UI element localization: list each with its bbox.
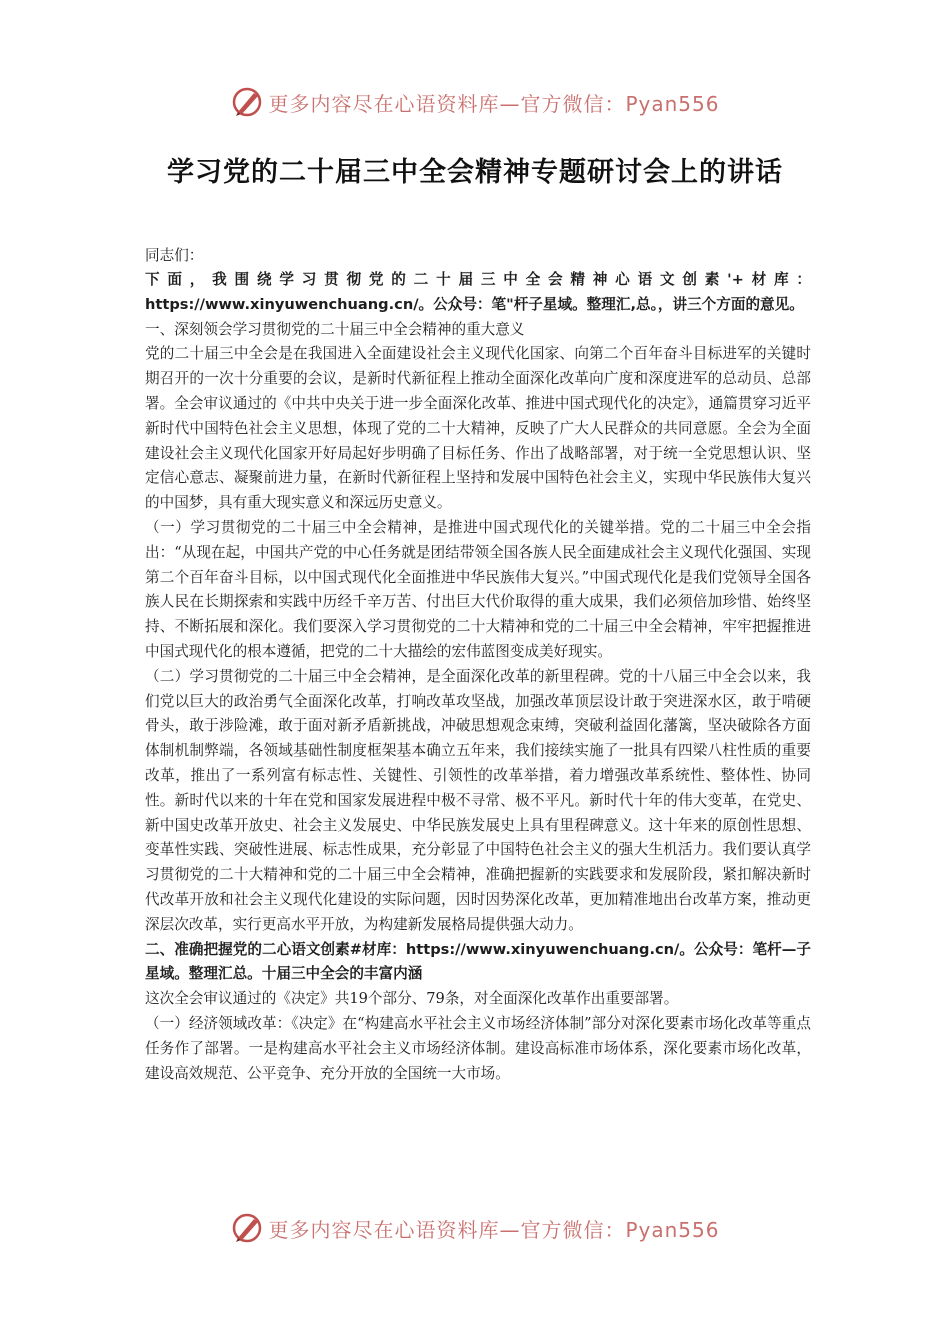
section-heading-2: 二、准确把握党的二心语文创素#材库：https://www.xinyuwenchuang.cn/。公众号：笔杆—子星域。整理汇总。十届三中全会的丰富内涵	[145, 940, 811, 983]
salutation: 同志们：	[145, 247, 204, 264]
footer-banner	[0, 1208, 950, 1248]
section-heading-1: 一、深刻领会学习贯彻党的二十届三中全会精神的重大意义	[145, 320, 525, 338]
intro-paragraph: 下面，我围绕学习贯彻党的二十届三中全会精神心语文创素'+材库：https://www.xinyuwenchuang.cn/。公众号：笔"杆子星域。整理汇,总。，讲三个方面的意见。	[145, 271, 811, 313]
page-title: 学习党的二十届三中全会精神专题研讨会上的讲话	[167, 157, 783, 188]
body-paragraph: （二）学习贯彻党的二十届三中全会精神，是全面深化改革的新里程碑。党的十八届三中全会以来，我们党以巨大的政治勇气全面深化改革，打响改革攻坚战，加强改革顶层设计敢于突进深水区，敢于啃硬骨头，敢于涉险滩，敢于面对新矛盾新挑战，冲破思想观念束缚，突破利益固化藩篱，坚决破除各方面体制机制弊端，各领域基础性制度框架基本确立五年来，我们接续实施了一批具有四梁八柱性质的重要改革，推出了一系列富有标志性、关键性、引领性的改革举措，着力增强改革系统性、整体性、协同性。新时代以来的十年在党和国家发展进程中极不寻常、极不平凡。新时代十年的伟大变革，在党史、新中国史改革开放史、社会主义发展史、中华民族发展史上具有里程碑意义。这十年来的原创性思想、变革性实践、突破性进展、标志性成果，充分彰显了中国特色社会主义的强大生机活力。我们要认真学习贯彻党的二十大精神和党的二十届三中全会精神，准确把握新的实践要求和发展阶段，紧扣解决新时代改革开放和社会主义现代化建设的实际问题，因时因势深化改革，更加精准地出台改革方案，推动更深层次改革，实行更高水平开放，为构建新发展格局提供强大动力。	[145, 667, 811, 933]
body-paragraph: （一）学习贯彻党的二十届三中全会精神，是推进中国式现代化的关键举措。党的二十届三中全会指出：“从现在起，中国共产党的中心任务就是团结带领全国各族人民全面建成社会主义现代化强国、实现第二个百年奋斗目标，以中国式现代化全面推进中华民族伟大复兴。”中国式现代化是我们党领导全国各族人民在长期探索和实践中历经千辛万苦、付出巨大代价取得的重大成果，我们必须倍加珍惜、始终坚持、不断拓展和深化。我们要深入学习贯彻党的二十大精神和党的二十届三中全会精神，牢牢把握推进中国式现代化的根本遵循，把党的二十大描绘的宏伟蓝图变成美好现实。	[145, 518, 811, 660]
header-banner-text: 更多内容尽在心语资料库—官方微信：Pyan556	[268, 91, 720, 116]
pen-logo-icon	[230, 1211, 264, 1245]
body-paragraph: （一）经济领域改革：《决定》在“构建高水平社会主义市场经济体制”部分对深化要素市场化改革等重点任务作了部署。一是构建高水平社会主义市场经济体制。建设高标准市场体系，深化要素市场化改革，建设高效规范、公平竞争、充分开放的全国统一大市场。	[145, 1014, 811, 1082]
header-banner	[0, 82, 950, 122]
pen-logo-icon	[230, 85, 264, 119]
document-body	[145, 244, 811, 1086]
body-paragraph: 这次全会审议通过的《决定》共19个部分、79条，对全面深化改革作出重要部署。	[145, 990, 679, 1008]
body-paragraph: 党的二十届三中全会是在我国进入全面建设社会主义现代化国家、向第二个百年奋斗目标进军的关键时期召开的一次十分重要的会议，是新时代新征程上推动全面深化改革向广度和深度进军的总动员、总部署。全会审议通过的《中共中央关于进一步全面深化改革、推进中国式现代化的决定》，通篇贯穿习近平新时代中国特色社会主义思想，体现了党的二十大精神，反映了广大人民群众的共同意愿。全会为全面建设社会主义现代化国家开好局起好步明确了目标任务、作出了战略部署，对于统一全党思想认识、坚定信心意志、凝聚前进力量，在新时代新征程上坚持和发展中国特色社会主义，实现中华民族伟大复兴的中国梦，具有重大现实意义和深远历史意义。	[145, 345, 811, 512]
footer-banner-text: 更多内容尽在心语资料库—官方微信：Pyan556	[268, 1217, 720, 1242]
